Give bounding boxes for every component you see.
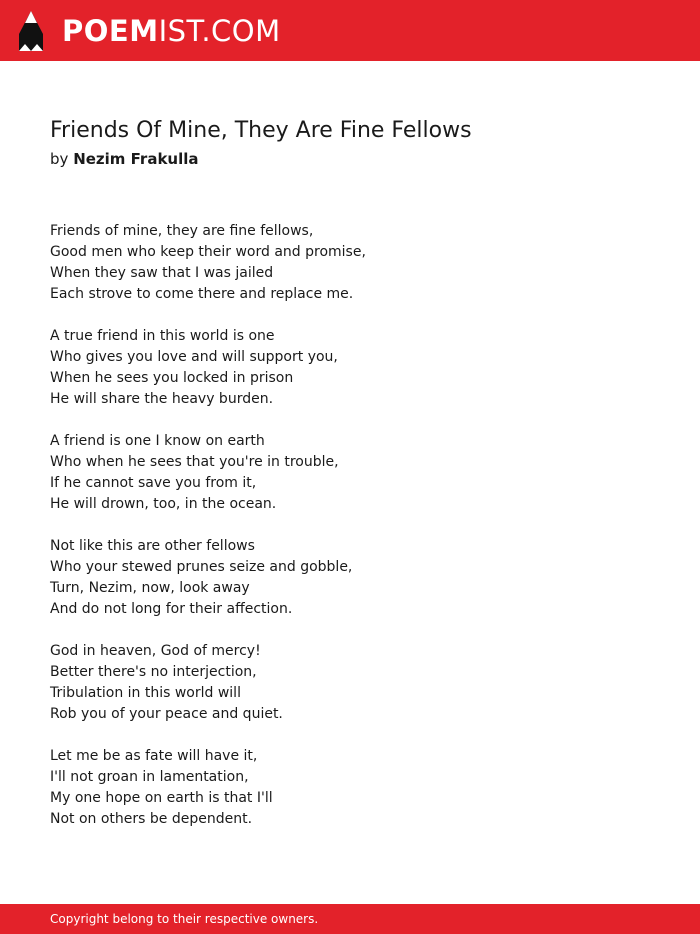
poem-line: My one hope on earth is that I'll xyxy=(50,790,273,806)
pencil-logo-icon xyxy=(18,10,44,52)
author-name: Nezim Frakulla xyxy=(73,150,199,168)
by-label: by xyxy=(50,150,69,168)
poem-byline xyxy=(50,148,650,170)
poem-title: Friends Of Mine, They Are Fine Fellows xyxy=(50,118,472,143)
site-footer xyxy=(0,904,700,934)
poem-line: Each strove to come there and replace me. xyxy=(50,286,354,302)
poem-line: God in heaven, God of mercy! xyxy=(50,643,261,659)
poem-line: When he sees you locked in prison xyxy=(50,370,294,386)
site-header xyxy=(0,0,700,61)
poem-line: Who your stewed prunes seize and gobble, xyxy=(50,559,353,575)
poem-line: Tribulation in this world will xyxy=(50,685,241,701)
copyright-notice: Copyright belong to their respective owners. xyxy=(50,912,319,926)
poem-line: Turn, Nezim, now, look away xyxy=(50,580,250,596)
site-logo-text xyxy=(62,13,281,48)
stanza xyxy=(50,536,650,620)
poem-line: When they saw that I was jailed xyxy=(50,265,274,281)
poem-body xyxy=(50,221,650,830)
poem-content xyxy=(50,114,650,851)
poem-line: He will drown, too, in the ocean. xyxy=(50,496,277,512)
poem-line: Let me be as fate will have it, xyxy=(50,748,258,764)
poem-line: Who when he sees that you're in trouble, xyxy=(50,454,339,470)
poem-line: Better there's no interjection, xyxy=(50,664,257,680)
poem-line: Friends of mine, they are fine fellows, xyxy=(50,223,314,239)
stanza xyxy=(50,641,650,725)
stanza xyxy=(50,221,650,305)
poem-line: A friend is one I know on earth xyxy=(50,433,265,449)
poem-line: Who gives you love and will support you, xyxy=(50,349,338,365)
stanza xyxy=(50,746,650,830)
stanza xyxy=(50,326,650,410)
poem-line: Good men who keep their word and promise, xyxy=(50,244,366,260)
stanza xyxy=(50,431,650,515)
poem-line: I'll not groan in lamentation, xyxy=(50,769,249,785)
poem-line: And do not long for their affection. xyxy=(50,601,293,617)
poem-line: Not on others be dependent. xyxy=(50,811,253,827)
poem-line: A true friend in this world is one xyxy=(50,328,275,344)
site-logo[interactable] xyxy=(18,9,281,53)
poem-line: If he cannot save you from it, xyxy=(50,475,257,491)
poem-line: He will share the heavy burden. xyxy=(50,391,274,407)
poem-line: Not like this are other fellows xyxy=(50,538,255,554)
poem-line: Rob you of your peace and quiet. xyxy=(50,706,283,722)
logo-text-bold: POEM xyxy=(62,13,159,48)
logo-text-light: IST.COM xyxy=(158,13,281,48)
